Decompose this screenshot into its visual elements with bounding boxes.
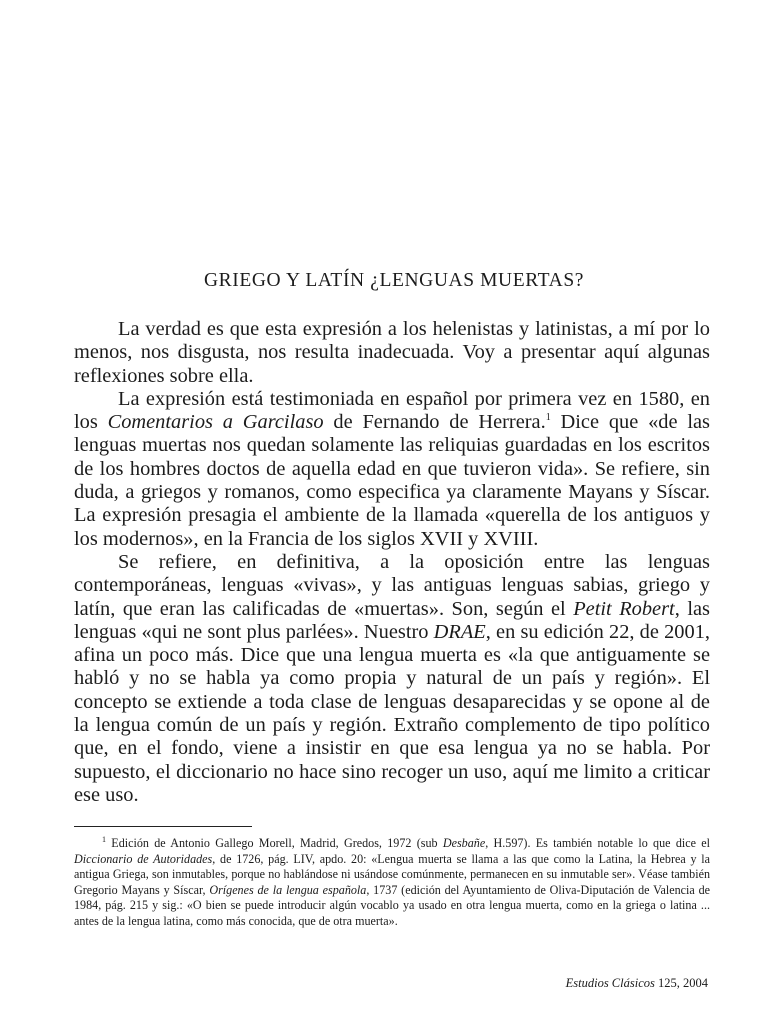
paragraph-3-text-a: Se refiere, en definitiva, a la oposición entre las lenguas contemporáneas, lenguas «vivas», y las antiguas lenguas sabias, griego y latín, que eran las calificadas de «muertas». Son, según el: [74, 550, 710, 620]
paragraph-3: [74, 551, 710, 807]
paragraph-2-text-a: La expresión está testimoniada en español por primera vez en 1580, en los: [74, 387, 710, 434]
footnote-1: [74, 836, 710, 929]
work-title-drae: DRAE: [433, 620, 486, 643]
footnote-number: 1: [102, 835, 106, 844]
journal-name: Estudios Clásicos: [565, 976, 655, 990]
article-title: GRIEGO Y LATÍN ¿LENGUAS MUERTAS?: [203, 270, 585, 291]
footnote-text-a: Edición de Antonio Gallego Morell, Madrid, Gredos, 1972 (sub: [106, 836, 443, 850]
footnote-text-e: , de 1726, pág. LIV, apdo. 20: «Lengua muerta se llama a las que como la Latina, la Hebrea y la antigua Griega, son inmutables, porque no hablándose ni usándose comúnmente, permanecen en su inmutable ser». Véase también Gregorio Mayans y Síscar,: [74, 851, 710, 897]
footnote-divider: [74, 826, 252, 827]
running-footer: [566, 976, 708, 991]
paragraph-3-text-c: , las lenguas «qui ne sont plus parlées». Nuestro: [74, 597, 710, 643]
article-body: [74, 318, 710, 807]
footnote-reference[interactable]: 1: [545, 412, 551, 424]
footnote-italic-desbane: Desbañe: [442, 836, 486, 850]
work-title-comentarios: Comentarios a Garcilaso: [107, 411, 324, 434]
footnote-italic-diccionario: Diccionario de Autoridades: [74, 851, 213, 866]
paragraph-2-text-c: de Fernando de Herrera.: [323, 411, 546, 434]
paragraph-2-text-d: Dice que «de las lenguas muertas nos quedan solamente las reliquias guardadas en los escritos de los hombres doctos de aquella edad en que tuvieron vida». Se refiere, sin duda, a griegos y romanos, como especifica ya claramente Mayans y Síscar. La expresión presagia el ambiente de la llamada «querella de los antiguos y los modernos», en la Francia de los siglos XVII y XVIII.: [74, 411, 710, 550]
paragraph-3-text-e: , en su edición 22, de 2001, afina un poco más. Dice que una lengua muerta es «la que antiguamente se habló y no se habla ya como propia y natural de un país y región». El concepto se extiende a toda clase de lenguas desaparecidas y se opone al de la lengua común de un país y región. Extraño complemento de tipo político que, en el fondo, viene a insistir en que esa lengua ya no se habla. Por supuesto, el diccionario no hace sino recoger un uso, aquí me limito a criticar ese uso.: [74, 620, 710, 806]
footnote-text-g: , 1737 (edición del Ayuntamiento de Oliva-Diputación de Valencia de 1984, pág. 215 y sig.: «O bien se puede introducir algún vocablo ya usado en otra lengua muerta, como en la griega o latina ... antes de la lengua latina, como más conocida, que de otra muerta».: [74, 882, 710, 928]
paragraph-2: [74, 388, 710, 551]
paragraph-1: La verdad es que esta expresión a los helenistas y latinistas, a mí por lo menos, nos disgusta, nos resulta inadecuada. Voy a presentar aquí algunas reflexiones sobre ella.: [74, 318, 710, 387]
work-title-petit-robert: Petit Robert: [573, 597, 675, 620]
journal-issue: 125, 2004: [654, 976, 708, 990]
footnote-text-c: , H.597). Es también notable lo que dice el: [485, 836, 710, 850]
footnote-italic-origenes: Orígenes de la lengua española: [209, 882, 367, 897]
